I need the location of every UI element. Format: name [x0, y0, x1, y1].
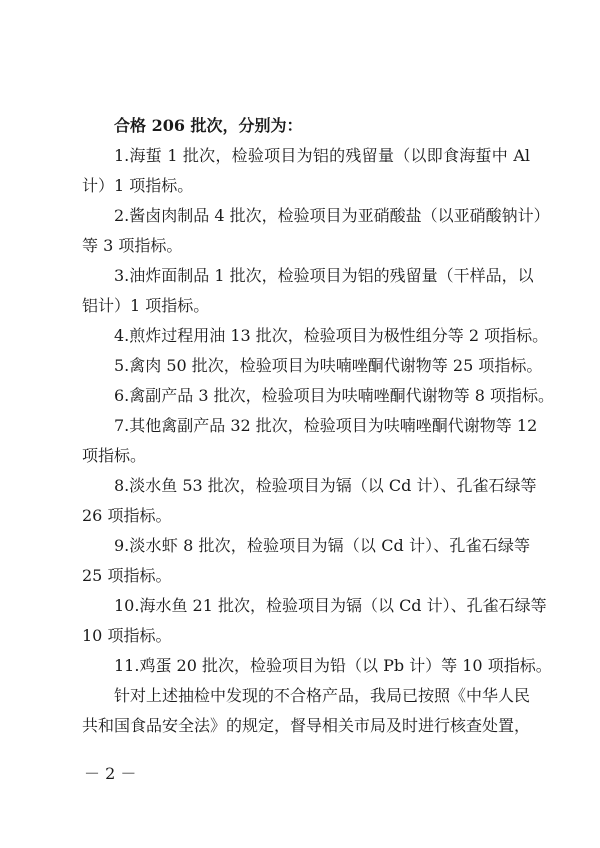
closing-paragraph: [82, 681, 530, 741]
list-item-line: 7.其他禽副产品 32 批次，检验项目为呋喃唑酮代谢物等 12: [114, 416, 538, 435]
list-item-1: [82, 141, 530, 201]
list-item-line-continued: 计）1 项指标。: [82, 176, 194, 195]
list-item-line: 8.淡水鱼 53 批次，检验项目为镉（以 Cd 计）、孔雀石绿等: [114, 476, 537, 495]
qualified-heading: 合格 206 批次，分别为：: [114, 116, 303, 135]
list-item-line: 6.禽副产品 3 批次，检验项目为呋喃唑酮代谢物等 8 项指标。: [114, 386, 554, 405]
list-item-line: 9.淡水虾 8 批次，检验项目为镉（以 Cd 计）、孔雀石绿等: [114, 536, 530, 555]
list-item-8: [82, 471, 537, 531]
list-item-7: [82, 411, 538, 471]
list-item-line-continued: 25 项指标。: [82, 566, 172, 585]
list-item-line: 3.油炸面制品 1 批次，检验项目为铝的残留量（干样品，以: [114, 266, 534, 285]
closing-line-continued: 共和国食品安全法》的规定，督导相关市局及时进行核查处置，: [82, 716, 531, 735]
list-item-6: [82, 381, 554, 411]
list-item-5: [82, 351, 543, 381]
list-item-line-continued: 铝计）1 项指标。: [82, 296, 210, 315]
list-item-10: [82, 591, 547, 651]
list-item-line-continued: 等 3 项指标。: [82, 236, 183, 255]
list-item-3: [82, 261, 534, 321]
list-item-2: [82, 201, 550, 261]
list-item-line-continued: 项指标。: [82, 446, 147, 465]
closing-line: 针对上述抽检中发现的不合格产品，我局已按照《中华人民: [114, 686, 531, 705]
list-item-line: 11.鸡蛋 20 批次，检验项目为铅（以 Pb 计）等 10 项指标。: [114, 656, 552, 675]
list-item-line: 2.酱卤肉制品 4 批次，检验项目为亚硝酸盐（以亚硝酸钠计）: [114, 206, 550, 225]
list-item-line: 1.海蜇 1 批次，检验项目为铝的残留量（以即食海蜇中 Al: [114, 146, 530, 165]
list-item-line: 10.海水鱼 21 批次，检验项目为镉（以 Cd 计）、孔雀石绿等: [114, 596, 547, 615]
list-item-line-continued: 10 项指标。: [82, 626, 172, 645]
list-item-4: [82, 321, 549, 351]
list-item-line: 4.煎炸过程用油 13 批次，检验项目为极性组分等 2 项指标。: [114, 326, 549, 345]
list-item-line-continued: 26 项指标。: [82, 506, 172, 525]
list-item-9: [82, 531, 530, 591]
list-item-line: 5.禽肉 50 批次，检验项目为呋喃唑酮代谢物等 25 项指标。: [114, 356, 543, 375]
page-number: － 2 －: [84, 764, 137, 783]
list-item-11: [82, 651, 552, 681]
document-body: [82, 111, 554, 741]
